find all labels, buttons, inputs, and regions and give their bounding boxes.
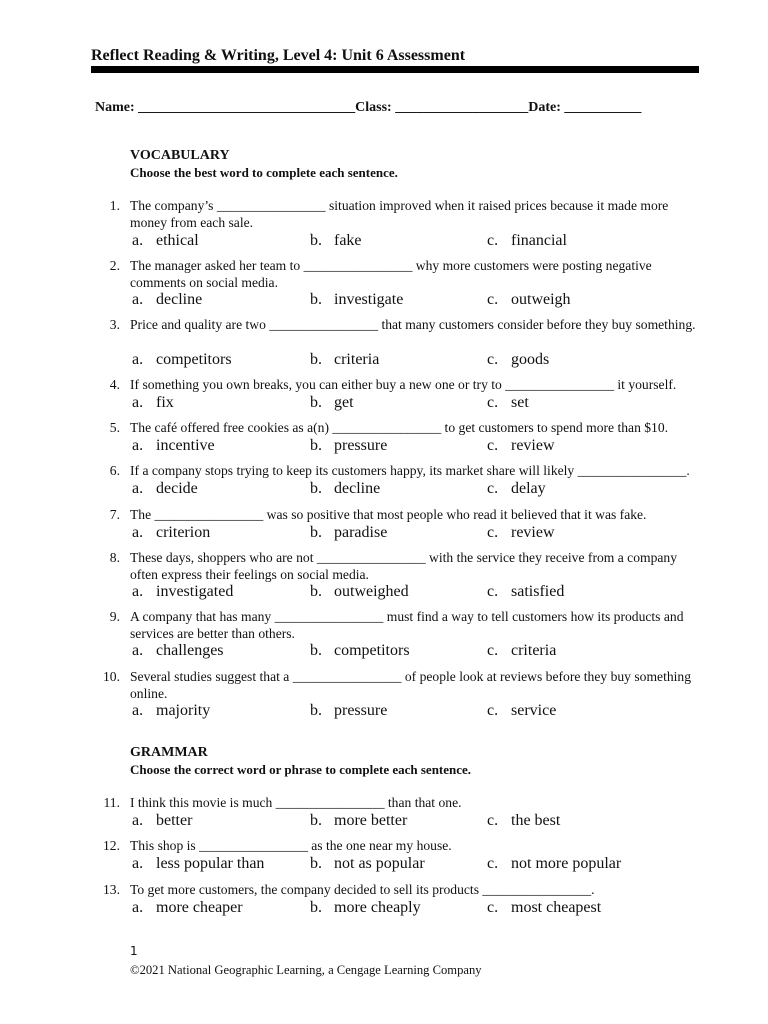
option-text: competitors [156, 351, 232, 368]
option-c[interactable] [487, 702, 556, 720]
question-text: The manager asked her team to ________________ why more customers were posting negative comments on social media. [130, 258, 652, 290]
option-a[interactable] [132, 394, 174, 412]
page-number: 1 [130, 944, 138, 958]
option-letter: a. [132, 642, 144, 659]
option-b[interactable] [310, 812, 407, 830]
option-letter: b. [310, 437, 322, 454]
answer-options [0, 524, 768, 541]
option-b[interactable] [310, 394, 354, 412]
option-a[interactable] [132, 480, 198, 498]
option-letter: c. [487, 583, 499, 600]
option-letter: c. [487, 351, 499, 368]
answer-options [0, 812, 768, 829]
question-text: To get more customers, the company decided to sell its products ________________. [130, 882, 595, 897]
option-a[interactable] [132, 437, 215, 455]
option-letter: a. [132, 524, 144, 541]
question-text: The ________________ was so positive that most people who read it believed that it was fake. [130, 507, 647, 522]
question-number: 1. [109, 198, 120, 213]
option-text: not as popular [334, 855, 425, 872]
option-text: get [334, 394, 354, 411]
option-text: decide [156, 480, 198, 497]
option-letter: c. [487, 232, 499, 249]
option-text: more better [334, 812, 408, 829]
option-text: the best [511, 812, 561, 829]
option-text: ethical [156, 232, 199, 249]
option-text: satisfied [511, 583, 565, 600]
option-a[interactable] [132, 642, 224, 660]
option-text: paradise [334, 524, 388, 541]
option-b[interactable] [310, 524, 387, 542]
option-b[interactable] [310, 855, 425, 873]
option-b[interactable] [310, 583, 409, 601]
option-letter: c. [487, 812, 499, 829]
option-text: pressure [334, 702, 388, 719]
option-text: decline [156, 291, 203, 308]
question-number: 6. [109, 463, 120, 478]
option-text: criterion [156, 524, 211, 541]
option-text: not more popular [511, 855, 622, 872]
answer-options [0, 702, 768, 719]
option-letter: b. [310, 583, 322, 600]
option-letter: c. [487, 394, 499, 411]
copyright-notice: ©2021 National Geographic Learning, a Cengage Learning Company [130, 963, 482, 977]
option-text: service [511, 702, 557, 719]
question-text: The café offered free cookies as a(n) ________________ to get customers to spend more than $10. [130, 420, 669, 435]
question-number: 3. [109, 317, 120, 332]
option-c[interactable] [487, 812, 560, 830]
option-text: financial [511, 232, 567, 249]
question-text: This shop is ________________ as the one near my house. [130, 838, 452, 853]
answer-options [0, 480, 768, 497]
question-text: Several studies suggest that a ________________ of people look at reviews before they buy something online. [130, 669, 692, 701]
option-letter: c. [487, 702, 499, 719]
question-text: If something you own breaks, you can either buy a new one or try to ________________ it yourself. [130, 377, 677, 392]
option-a[interactable] [132, 291, 202, 309]
option-b[interactable] [310, 232, 362, 250]
question-number: 13. [103, 882, 120, 897]
option-c[interactable] [487, 437, 555, 455]
option-letter: c. [487, 899, 499, 916]
option-c[interactable] [487, 642, 556, 660]
option-letter: b. [310, 232, 322, 249]
option-text: majority [156, 702, 211, 719]
option-letter: a. [132, 351, 144, 368]
question-number: 8. [109, 550, 120, 565]
option-text: less popular than [156, 855, 265, 872]
question-number: 11. [103, 795, 120, 810]
option-a[interactable] [132, 524, 210, 542]
option-c[interactable] [487, 899, 601, 917]
option-c[interactable] [487, 524, 555, 542]
page-header-title: Reflect Reading & Writing, Level 4: Unit 6 Assessment [91, 47, 466, 64]
option-c[interactable] [487, 291, 571, 309]
option-letter: a. [132, 583, 144, 600]
option-text: more cheaply [334, 899, 421, 916]
option-c[interactable] [487, 232, 567, 250]
option-text: investigated [156, 583, 234, 600]
question-number: 4. [109, 377, 120, 392]
option-letter: c. [487, 642, 499, 659]
option-letter: c. [487, 855, 499, 872]
option-letter: a. [132, 291, 144, 308]
option-a[interactable] [132, 812, 192, 830]
option-text: investigate [334, 291, 404, 308]
option-c[interactable] [487, 855, 621, 873]
option-text: outweigh [511, 291, 571, 308]
answer-options [0, 437, 768, 454]
grammar-instructions: Choose the correct word or phrase to complete each sentence. [130, 762, 472, 777]
option-text: most cheapest [511, 899, 602, 916]
option-text: goods [511, 351, 550, 368]
option-b[interactable] [310, 437, 387, 455]
option-b[interactable] [310, 480, 380, 498]
question-number: 9. [109, 609, 120, 624]
grammar-section-title: GRAMMAR [130, 745, 208, 760]
vocabulary-section-title: VOCABULARY [130, 148, 230, 163]
vocabulary-instructions: Choose the best word to complete each sentence. [130, 165, 398, 180]
option-c[interactable] [487, 394, 529, 412]
answer-options [0, 394, 768, 411]
option-letter: b. [310, 812, 322, 829]
answer-options [0, 899, 768, 916]
option-letter: a. [132, 394, 144, 411]
option-letter: b. [310, 480, 322, 497]
question-number: 2. [109, 258, 120, 273]
option-letter: b. [310, 899, 322, 916]
question-text: If a company stops trying to keep its customers happy, its market share will likely ________________. [130, 463, 690, 478]
option-letter: c. [487, 480, 499, 497]
option-a[interactable] [132, 702, 210, 720]
question-number: 10. [103, 669, 120, 684]
option-letter: b. [310, 524, 322, 541]
option-letter: c. [487, 291, 499, 308]
question-number: 7. [109, 507, 120, 522]
option-letter: c. [487, 437, 499, 454]
option-a[interactable] [132, 232, 199, 250]
option-letter: a. [132, 899, 144, 916]
option-b[interactable] [310, 351, 379, 369]
answer-options [0, 232, 768, 249]
student-info-line: Name: _______________________________Class: ___________________Date: ___________ [95, 100, 642, 115]
option-text: criteria [334, 351, 380, 368]
option-b[interactable] [310, 899, 421, 917]
question-text: These days, shoppers who are not ________________ with the service they receive from a company often express their feelings on social media. [130, 550, 677, 582]
question-text: A company that has many ________________ must find a way to tell customers how its products and services are better than others. [130, 609, 684, 641]
option-c[interactable] [487, 351, 549, 369]
option-c[interactable] [487, 583, 564, 601]
option-text: fake [334, 232, 362, 249]
option-text: pressure [334, 437, 388, 454]
option-letter: b. [310, 855, 322, 872]
option-letter: b. [310, 291, 322, 308]
option-text: more cheaper [156, 899, 243, 916]
question-text: The company’s ________________ situation improved when it raised prices because it made more money from each sale. [130, 198, 669, 230]
option-text: delay [511, 480, 546, 497]
option-letter: a. [132, 480, 144, 497]
answer-options [0, 642, 768, 659]
header-rule [91, 66, 699, 73]
option-text: outweighed [334, 583, 409, 600]
option-letter: c. [487, 524, 499, 541]
option-text: criteria [511, 642, 557, 659]
option-letter: b. [310, 702, 322, 719]
option-text: decline [334, 480, 381, 497]
option-a[interactable] [132, 351, 232, 369]
question-text: Price and quality are two ________________ that many customers consider before they buy something. [130, 317, 696, 332]
option-c[interactable] [487, 480, 546, 498]
option-a[interactable] [132, 855, 264, 873]
option-letter: a. [132, 232, 144, 249]
option-b[interactable] [310, 291, 403, 309]
option-letter: a. [132, 702, 144, 719]
question-number: 5. [109, 420, 120, 435]
question-number: 12. [103, 838, 120, 853]
option-text: better [156, 812, 193, 829]
option-text: challenges [156, 642, 224, 659]
option-text: fix [156, 394, 174, 411]
option-letter: b. [310, 642, 322, 659]
option-letter: a. [132, 812, 144, 829]
answer-options [0, 351, 768, 368]
option-text: review [511, 524, 555, 541]
option-text: competitors [334, 642, 410, 659]
answer-options [0, 291, 768, 308]
option-b[interactable] [310, 642, 410, 660]
option-a[interactable] [132, 899, 243, 917]
option-text: incentive [156, 437, 215, 454]
option-letter: b. [310, 351, 322, 368]
option-a[interactable] [132, 583, 233, 601]
option-b[interactable] [310, 702, 387, 720]
answer-options [0, 855, 768, 872]
option-letter: a. [132, 855, 144, 872]
option-letter: a. [132, 437, 144, 454]
option-text: review [511, 437, 555, 454]
answer-options [0, 583, 768, 600]
option-letter: b. [310, 394, 322, 411]
option-text: set [511, 394, 529, 411]
question-text: I think this movie is much ________________ than that one. [130, 795, 462, 810]
